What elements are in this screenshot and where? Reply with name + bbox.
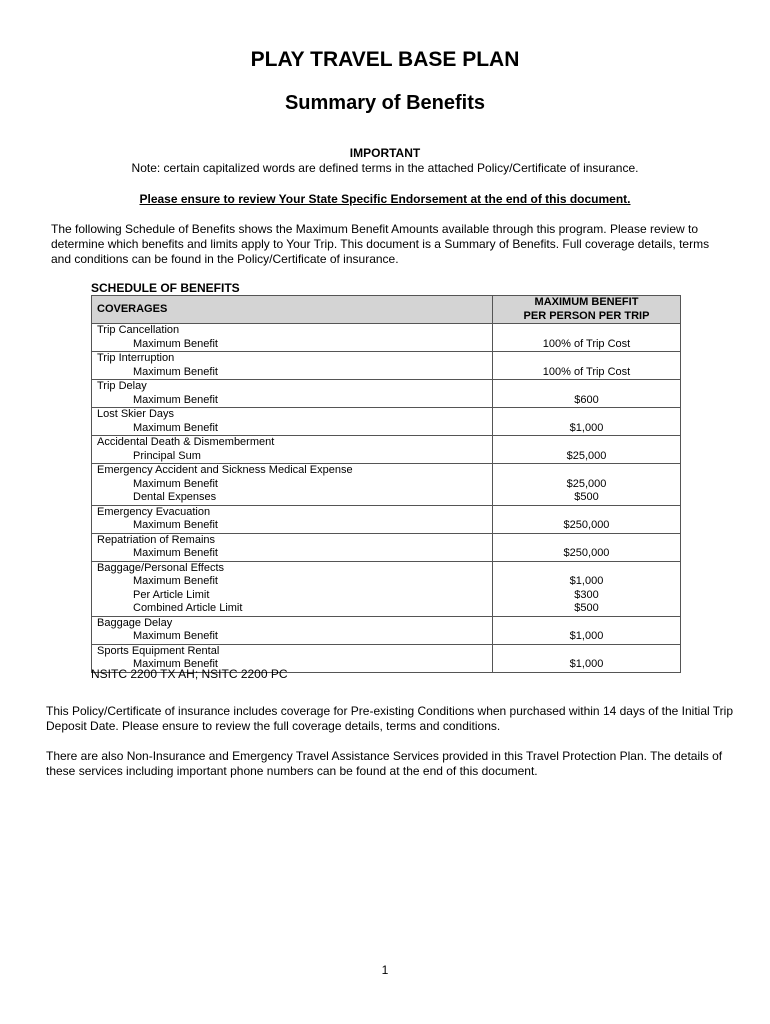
coverage-item: Maximum Benefit [133,630,218,642]
benefit-amount: $1,000 [569,575,604,587]
coverage-category: Accidental Death & Dismemberment [97,436,275,448]
coverage-item: Maximum Benefit [133,337,218,350]
table-row [92,324,681,352]
coverage-item: Maximum Benefit [133,575,218,587]
coverage-item: Combined Article Limit [133,602,243,614]
coverage-category: Baggage Delay [97,616,173,629]
benefit-amount: $250,000 [563,547,610,559]
table-row [92,464,681,506]
table-row [92,616,681,644]
table-header-row [92,296,681,324]
benefit-amount-cell [493,644,681,672]
max-benefit-header [493,296,681,324]
preexisting-conditions-paragraph: This Policy/Certificate of insurance includes coverage for Pre-existing Conditions when purchased within 14 days of the Initial Trip Deposit Date. Please ensure to review the full coverage details, terms and conditions. [46,704,734,733]
table-row [92,533,681,561]
coverage-category: Trip Interruption [97,352,175,364]
coverage-category: Lost Skier Days [97,408,175,420]
coverage-category: Repatriation of Remains [97,533,216,546]
coverage-item: Maximum Benefit [133,477,218,490]
max-benefit-header-line2: PER PERSON PER TRIP [523,309,650,322]
document-subtitle: Summary of Benefits [284,92,486,114]
state-endorsement-notice: Please ensure to review Your State Specific Endorsement at the end of this document. [139,192,631,206]
benefit-amount-cell [493,616,681,644]
intro-paragraph: The following Schedule of Benefits shows the Maximum Benefit Amounts available through this program. Please review to determine which benefits and limits apply to Your Trip. This document is a Summary of Benefits. Full coverage details, terms and conditions can be found in the Policy/Certificate of insurance. [51,222,710,266]
benefit-amount-cell [493,436,681,464]
benefits-table [91,295,681,673]
benefit-amount: $300 [574,588,599,601]
coverage-cell [92,464,493,506]
page-number: 1 [381,963,389,977]
table-row [92,436,681,464]
benefit-amount: $250,000 [563,519,610,531]
coverages-header: COVERAGES [92,296,493,324]
coverage-item: Maximum Benefit [133,658,218,670]
benefit-rows [92,324,681,673]
coverage-item: Maximum Benefit [133,519,218,531]
coverage-cell [92,436,493,464]
coverage-category: Trip Cancellation [97,324,180,336]
coverage-cell [92,533,493,561]
coverage-cell [92,380,493,408]
coverage-category: Emergency Evacuation [97,505,211,518]
coverage-category: Sports Equipment Rental [97,644,220,657]
benefit-amount: $1,000 [569,658,604,670]
coverage-cell [92,324,493,352]
benefit-amount: $500 [574,602,599,614]
coverage-cell [92,616,493,644]
coverage-item: Per Article Limit [133,588,210,601]
coverage-cell [92,505,493,533]
benefit-amount-cell [493,464,681,506]
benefit-amount-cell [493,380,681,408]
table-row [92,352,681,380]
coverage-category: Emergency Accident and Sickness Medical Expense [97,464,353,476]
table-row [92,561,681,616]
table-row [92,380,681,408]
definitions-note: Note: certain capitalized words are defined terms in the attached Policy/Certificate of insurance. [131,161,639,175]
coverage-cell [92,408,493,436]
document-title: PLAY TRAVEL BASE PLAN [250,48,520,71]
benefit-amount: 100% of Trip Cost [542,365,631,378]
coverage-category: Trip Delay [97,380,147,392]
benefit-amount: $1,000 [569,630,604,642]
benefit-amount: $25,000 [566,477,607,490]
coverage-item: Dental Expenses [133,491,217,503]
benefit-amount: $600 [574,393,599,406]
coverage-category: Baggage/Personal Effects [97,561,224,574]
coverage-cell [92,352,493,380]
coverage-item: Maximum Benefit [133,393,218,406]
coverage-item: Principal Sum [133,449,201,462]
benefit-amount: $1,000 [569,421,604,434]
coverage-item: Maximum Benefit [133,421,218,434]
table-row [92,505,681,533]
benefit-amount: 100% of Trip Cost [542,337,631,350]
table-row [92,408,681,436]
benefit-amount-cell [493,533,681,561]
form-codes: NSITC 2200 TX AH; NSITC 2200 PC [91,667,288,681]
benefit-amount: $500 [574,491,599,503]
schedule-heading: SCHEDULE OF BENEFITS [91,281,240,295]
important-label: IMPORTANT [349,146,421,160]
coverage-item: Maximum Benefit [133,547,218,559]
benefit-amount-cell [493,561,681,616]
max-benefit-header-line1: MAXIMUM BENEFIT [534,296,639,308]
benefit-amount-cell [493,505,681,533]
benefit-amount-cell [493,324,681,352]
assistance-services-paragraph: There are also Non-Insurance and Emergency Travel Assistance Services provided in this Travel Protection Plan. The details of these services including important phone numbers can be found at the end of this document. [46,749,723,778]
coverage-cell [92,561,493,616]
coverage-item: Maximum Benefit [133,365,218,378]
benefit-amount-cell [493,408,681,436]
benefit-amount-cell [493,352,681,380]
benefit-amount: $25,000 [566,449,607,462]
